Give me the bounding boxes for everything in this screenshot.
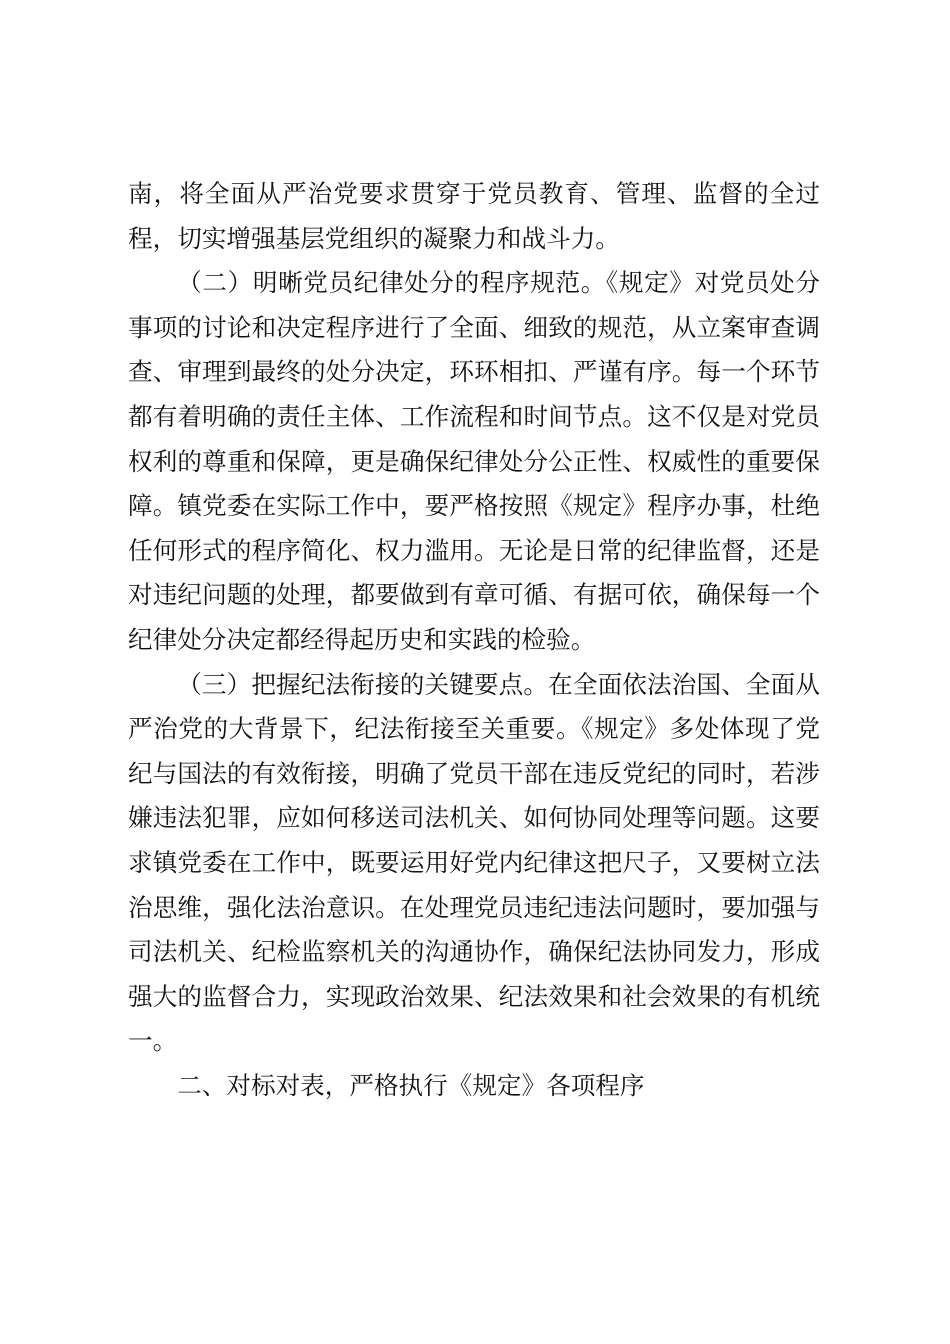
section-heading: 二、对标对表，严格执行《规定》各项程序 [177, 1070, 645, 1100]
paragraph-procedure-norms: （二）明晰党员纪律处分的程序规范。《规定》对党员处分事项的讨论和决定程序进行了全面、细致的规范，从立案审查调查、审理到最终的处分决定，环环相扣、严谨有序。每一个环节都有着明确的责任主体、工作流程和时间节点。这不仅是对党员权利的尊重和保障，更是确保纪律处分公正性、权威性的重要保障。镇党委在实际工作中，要严格按照《规定》程序办事，杜绝任何形式的程序简化、权力滥用。无论是日常的纪律监督，还是对违纪问题的处理，都要做到有章可循、有据可依，确保每一个纪律处分决定都经得起历史和实践的检验。 [128, 268, 820, 654]
document-body [128, 172, 820, 1108]
paragraph-discipline-law-link: （三）把握纪法衔接的关键要点。在全面依法治国、全面从严治党的大背景下，纪法衔接至关重要。《规定》多处体现了党纪与国法的有效衔接，明确了党员干部在违反党纪的同时，若涉嫌违法犯罪，应如何移送司法机关、如何协同处理等问题。这要求镇党委在工作中，既要运用好党内纪律这把尺子，又要树立法治思维，强化法治意识。在处理党员违纪违法问题时，要加强与司法机关、纪检监察机关的沟通协作，确保纪法协同发力，形成强大的监督合力，实现政治效果、纪法效果和社会效果的有机统一。 [128, 669, 820, 1056]
paragraph-continuation: 南，将全面从严治党要求贯穿于党员教育、管理、监督的全过程，切实增强基层党组织的凝聚力和战斗力。 [128, 179, 820, 253]
